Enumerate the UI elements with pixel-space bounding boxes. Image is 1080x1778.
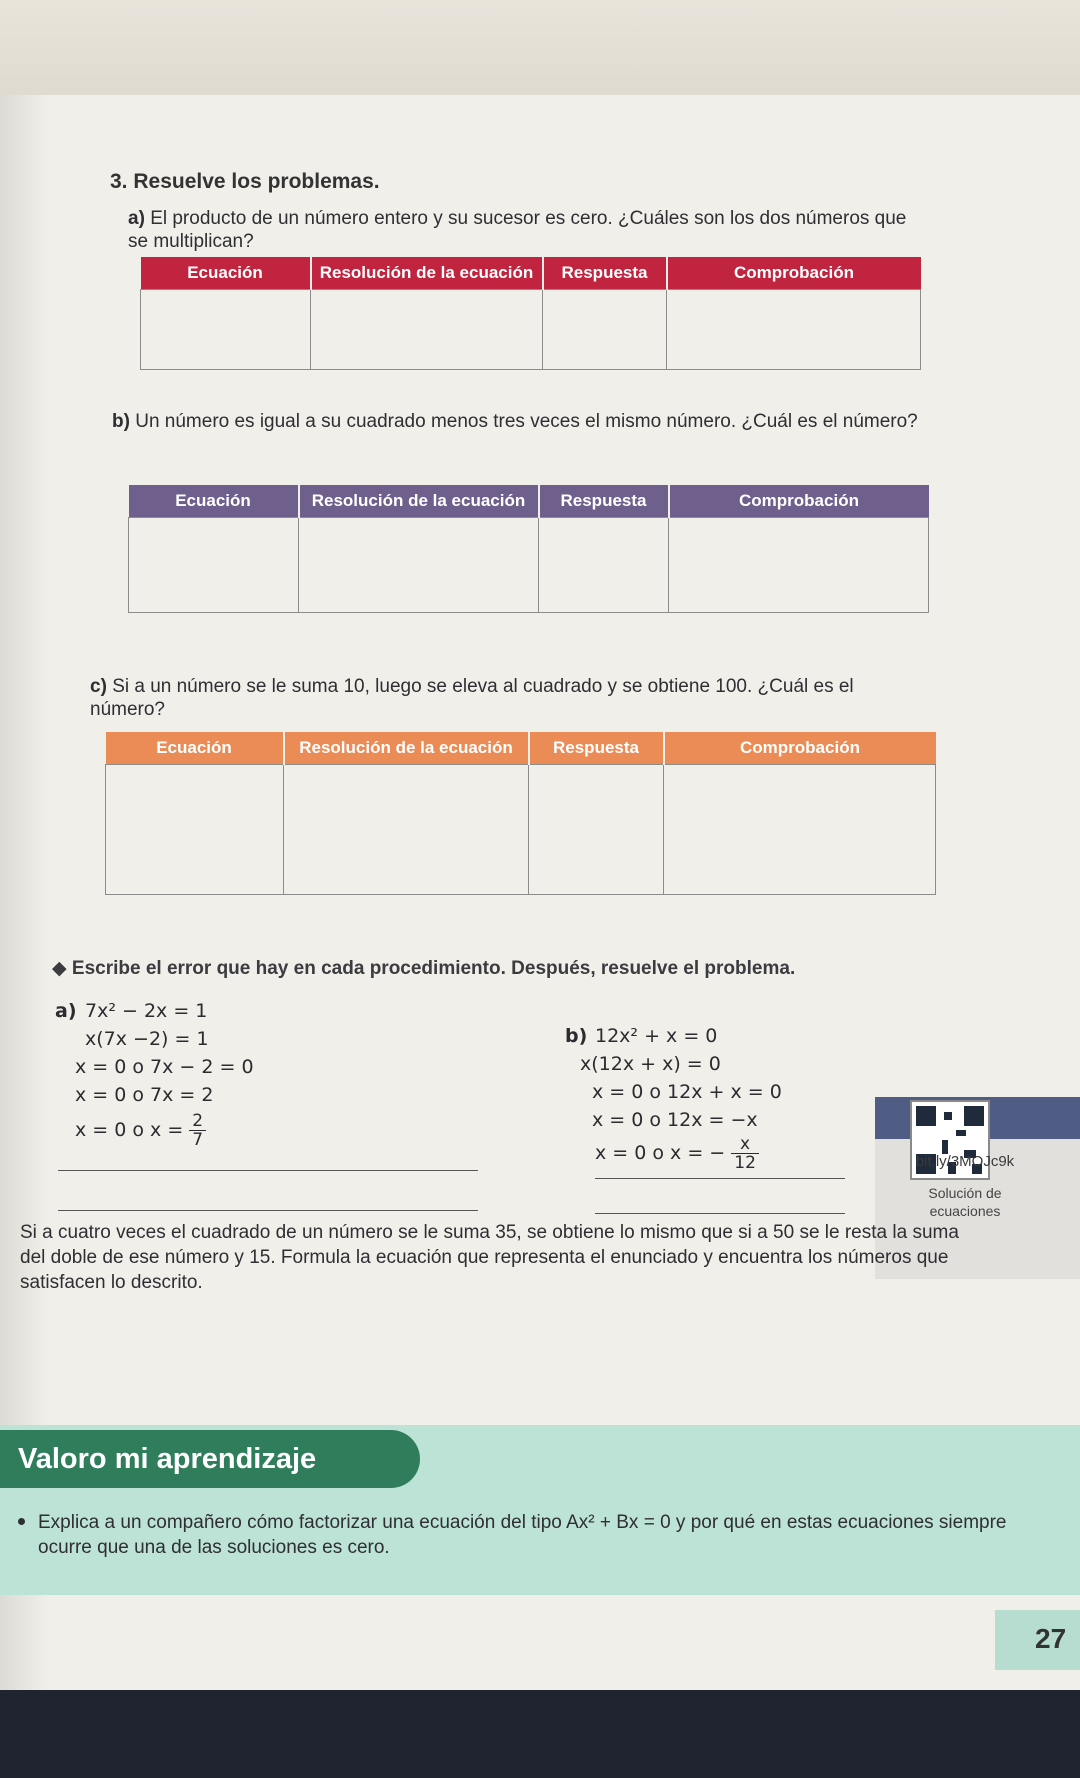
fraction-denominator: 12 <box>731 1153 759 1172</box>
textbook-page <box>0 95 1080 1690</box>
fraction-numerator: 2 <box>192 1111 204 1131</box>
answer-line-b-1[interactable] <box>595 1178 845 1179</box>
cell-ecuacion[interactable] <box>106 765 284 895</box>
header-ecuacion: Ecuación <box>129 485 299 518</box>
answer-table-b <box>128 485 929 613</box>
valoro-text: Explica a un compañero cómo factorizar una ecuación del tipo Ax² + Bx = 0 y por qué en estas ecuaciones siempre ocurre que una de las soluciones es cero. <box>38 1510 1058 1560</box>
procedure-b-line-2: x(12x + x) = 0 <box>580 1053 721 1075</box>
header-ecuacion: Ecuación <box>141 257 311 290</box>
cell-respuesta[interactable] <box>543 290 667 370</box>
header-resolucion: Resolución de la ecuación <box>299 485 539 518</box>
problem-b <box>112 410 932 433</box>
errors-heading-text: Escribe el error que hay en cada procedimiento. Después, resuelve el problema. <box>71 958 796 979</box>
header-comprobacion: Comprobación <box>667 257 921 290</box>
problem-c-text: Si a un número se le suma 10, luego se eleva al cuadrado y se obtiene 100. ¿Cuál es el número? <box>90 676 854 720</box>
valoro-title: Valoro mi aprendizaje <box>0 1430 420 1488</box>
procedure-b-line-1: 12x² + x = 0 <box>595 1025 718 1047</box>
answer-table-a <box>140 257 921 370</box>
procedure-b-fraction <box>731 1135 759 1172</box>
header-ecuacion: Ecuación <box>106 732 284 765</box>
cell-resolucion[interactable] <box>311 290 543 370</box>
header-comprobacion: Comprobación <box>669 485 929 518</box>
cell-respuesta[interactable] <box>539 518 669 613</box>
procedure-b-line-3: x = 0 o 12x + x = 0 <box>592 1081 782 1103</box>
procedure-b-line-5-text: x = 0 o x = − <box>595 1142 726 1164</box>
qr-caption-1: Solución de <box>928 1185 1002 1201</box>
fraction-denominator: 7 <box>189 1130 206 1149</box>
exercise-title: 3. Resuelve los problemas. <box>110 170 380 193</box>
header-respuesta: Respuesta <box>539 485 669 518</box>
header-respuesta: Respuesta <box>543 257 667 290</box>
problem-b-label: b) <box>112 411 130 432</box>
answer-line-b-2[interactable] <box>595 1213 845 1214</box>
cell-respuesta[interactable] <box>529 765 664 895</box>
cell-resolucion[interactable] <box>284 765 529 895</box>
procedure-a-line-4: x = 0 o 7x = 2 <box>75 1084 214 1106</box>
problem-c <box>90 675 930 721</box>
cell-comprobacion[interactable] <box>664 765 936 895</box>
dark-surface <box>0 1690 1080 1778</box>
errors-heading <box>52 957 795 980</box>
problem-a <box>128 207 928 253</box>
qr-link[interactable]: bit.ly/3MOJc9k <box>915 1153 1015 1170</box>
procedure-a-label: a) <box>55 1000 77 1022</box>
problem-c-label: c) <box>90 676 107 697</box>
header-respuesta: Respuesta <box>529 732 664 765</box>
procedure-a-line-3: x = 0 o 7x − 2 = 0 <box>75 1056 254 1078</box>
problem-b-text: Un número es igual a su cuadrado menos tres veces el mismo número. ¿Cuál es el número? <box>135 411 918 432</box>
fraction-numerator: x <box>740 1134 751 1154</box>
cell-resolucion[interactable] <box>299 518 539 613</box>
procedure-a-line-5-text: x = 0 o x = <box>75 1119 184 1141</box>
answer-table-c <box>105 732 936 895</box>
word-problem: Si a cuatro veces el cuadrado de un número se le suma 35, se obtiene lo mismo que si a 50 se le resta la suma del doble de ese número y 15. Formula la ecuación que representa el enunciado y encuentra los números que satisfacen lo descrito. <box>20 1222 959 1293</box>
cell-ecuacion[interactable] <box>141 290 311 370</box>
procedure-b-line-5 <box>595 1135 759 1172</box>
page-number: 27 <box>1035 1623 1067 1654</box>
header-resolucion: Resolución de la ecuación <box>284 732 529 765</box>
cell-comprobacion[interactable] <box>669 518 929 613</box>
procedure-a-line-2: x(7x −2) = 1 <box>85 1028 209 1050</box>
header-comprobacion: Comprobación <box>664 732 936 765</box>
procedure-a-fraction <box>189 1112 206 1149</box>
header-resolucion: Resolución de la ecuación <box>311 257 543 290</box>
diamond-bullet-icon: ◆ <box>52 958 72 979</box>
procedure-a-line-1: 7x² − 2x = 1 <box>85 1000 208 1022</box>
cell-comprobacion[interactable] <box>667 290 921 370</box>
answer-line-a-2[interactable] <box>58 1210 478 1211</box>
procedure-b-line-4: x = 0 o 12x = −x <box>592 1109 758 1131</box>
cell-ecuacion[interactable] <box>129 518 299 613</box>
qr-caption-2: ecuaciones <box>929 1203 1001 1219</box>
procedure-a-line-5 <box>75 1112 206 1149</box>
answer-line-a-1[interactable] <box>58 1170 478 1171</box>
problem-a-text: El producto de un número entero y su sucesor es cero. ¿Cuáles son los dos números que se multiplican? <box>128 208 907 252</box>
problem-a-label: a) <box>128 208 145 229</box>
procedure-b-label: b) <box>565 1025 588 1047</box>
